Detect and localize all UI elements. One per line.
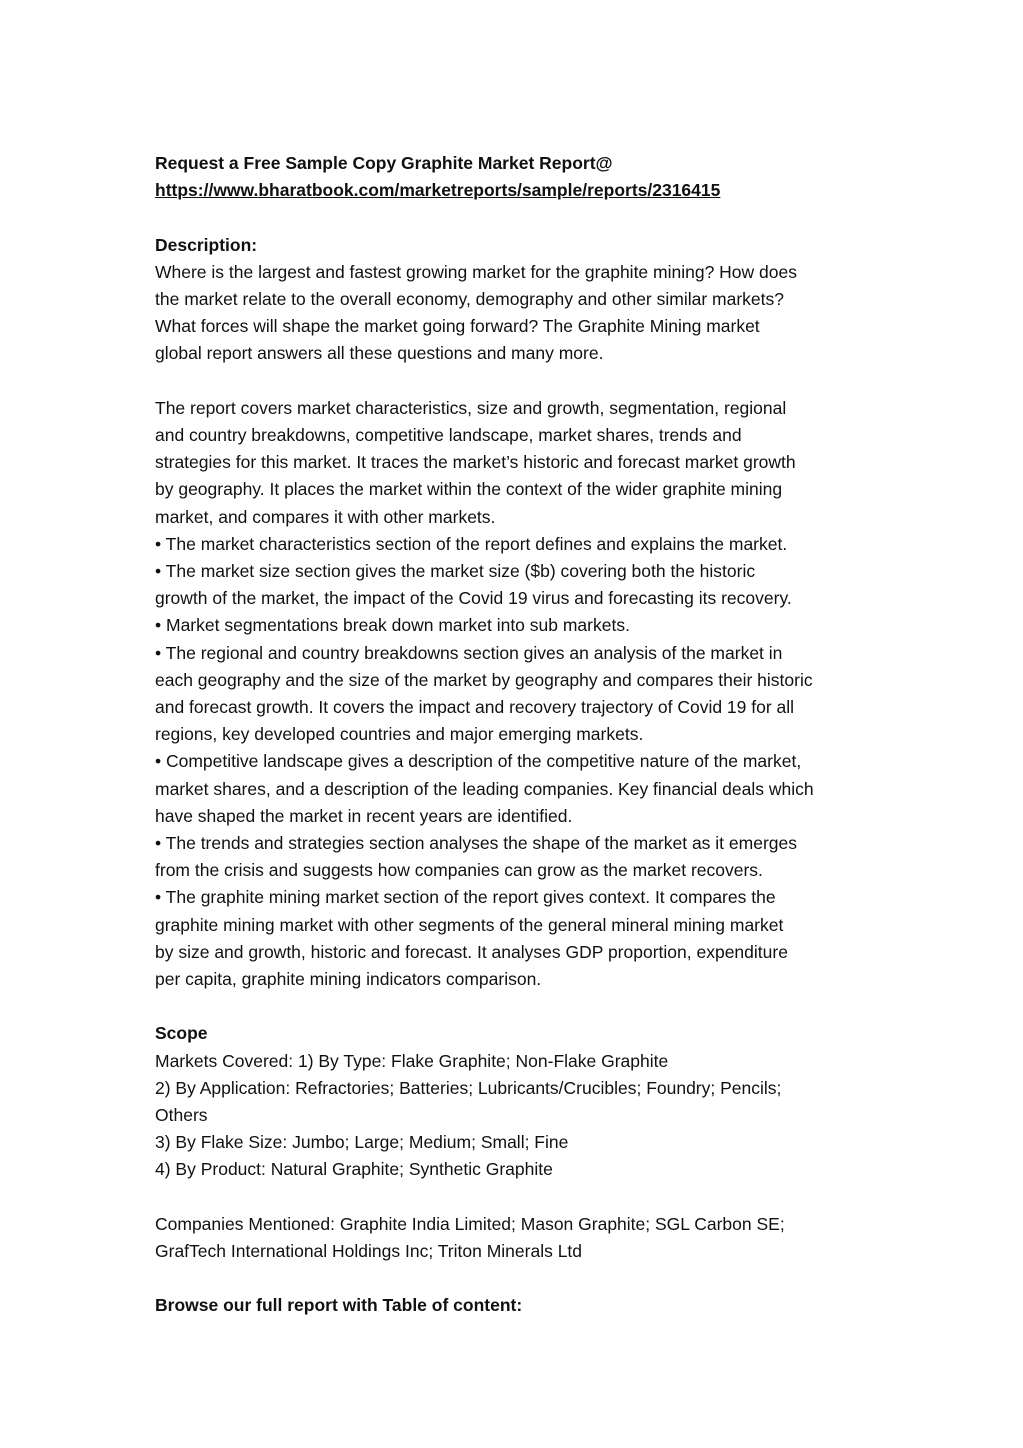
document-page bbox=[155, 150, 875, 1320]
companies-line: GrafTech International Holdings Inc; Triton Minerals Ltd bbox=[155, 1241, 583, 1262]
scope-line: Others bbox=[155, 1105, 208, 1126]
description-heading: Description: bbox=[155, 234, 258, 255]
coverage-line: The report covers market characteristics, size and growth, segmentation, regional bbox=[155, 397, 787, 418]
scope-list bbox=[155, 1048, 875, 1184]
description-line: global report answers all these questions and many more. bbox=[155, 343, 604, 364]
coverage-bullet-line: • The market size section gives the market size ($b) covering both the historic bbox=[155, 561, 756, 582]
description-paragraph bbox=[155, 259, 875, 368]
coverage-line: by geography. It places the market within the context of the wider graphite mining bbox=[155, 479, 783, 500]
scope-line: 2) By Application: Refractories; Batteries; Lubricants/Crucibles; Foundry; Pencils; bbox=[155, 1077, 782, 1098]
spacer bbox=[155, 993, 875, 1020]
coverage-line: and forecast growth. It covers the impact and recovery trajectory of Covid 19 for all bbox=[155, 697, 795, 718]
coverage-line: have shaped the market in recent years are identified. bbox=[155, 805, 573, 826]
scope-heading: Scope bbox=[155, 1023, 208, 1044]
coverage-bullet-line: • Market segmentations break down market into sub markets. bbox=[155, 615, 630, 636]
coverage-bullet-line: • The market characteristics section of the report defines and explains the market. bbox=[155, 533, 788, 554]
companies-line: Companies Mentioned: Graphite India Limited; Mason Graphite; SGL Carbon SE; bbox=[155, 1213, 785, 1234]
coverage-line: by size and growth, historic and forecast. It analyses GDP proportion, expenditure bbox=[155, 941, 788, 962]
description-line: the market relate to the overall economy, demography and other similar markets? bbox=[155, 289, 785, 309]
coverage-line: per capita, graphite mining indicators comparison. bbox=[155, 969, 542, 990]
coverage-bullet-line: • The regional and country breakdowns section gives an analysis of the market in bbox=[155, 642, 783, 663]
coverage-bullet-line: • The graphite mining market section of the report gives context. It compares the bbox=[155, 887, 776, 908]
scope-line: 4) By Product: Natural Graphite; Synthetic Graphite bbox=[155, 1159, 553, 1180]
coverage-line: graphite mining market with other segments of the general mineral mining market bbox=[155, 914, 784, 935]
spacer bbox=[155, 1184, 875, 1211]
coverage-bullet-line: • The trends and strategies section analyses the shape of the market as it emerges bbox=[155, 833, 797, 854]
coverage-line: each geography and the size of the market by geography and compares their historic bbox=[155, 669, 813, 690]
spacer bbox=[155, 368, 875, 395]
coverage-line: regions, key developed countries and major emerging markets. bbox=[155, 724, 644, 745]
coverage-bullet-line: • Competitive landscape gives a description of the competitive nature of the market, bbox=[155, 751, 802, 772]
browse-report-heading: Browse our full report with Table of content: bbox=[155, 1295, 523, 1316]
coverage-paragraph bbox=[155, 395, 875, 993]
spacer bbox=[155, 204, 875, 231]
scope-line: 3) By Flake Size: Jumbo; Large; Medium; Small; Fine bbox=[155, 1132, 569, 1153]
coverage-line: market, and compares it with other markets. bbox=[155, 506, 496, 527]
description-line: What forces will shape the market going forward? The Graphite Mining market bbox=[155, 316, 760, 337]
companies-paragraph bbox=[155, 1211, 875, 1265]
coverage-line: and country breakdowns, competitive landscape, market shares, trends and bbox=[155, 425, 742, 445]
coverage-line: growth of the market, the impact of the Covid 19 virus and forecasting its recovery. bbox=[155, 588, 792, 609]
description-line: Where is the largest and fastest growing market for the graphite mining? How does bbox=[155, 261, 797, 282]
coverage-line: strategies for this market. It traces the market’s historic and forecast market growth bbox=[155, 452, 796, 473]
request-sample-heading: Request a Free Sample Copy Graphite Market Report@ bbox=[155, 153, 613, 173]
coverage-line: market shares, and a description of the leading companies. Key financial deals which bbox=[155, 778, 814, 799]
spacer bbox=[155, 1265, 875, 1292]
scope-line: Markets Covered: 1) By Type: Flake Graphite; Non-Flake Graphite bbox=[155, 1050, 669, 1071]
sample-report-link[interactable]: https://www.bharatbook.com/marketreports/sample/reports/2316415 bbox=[155, 180, 721, 201]
coverage-line: from the crisis and suggests how companies can grow as the market recovers. bbox=[155, 860, 763, 881]
